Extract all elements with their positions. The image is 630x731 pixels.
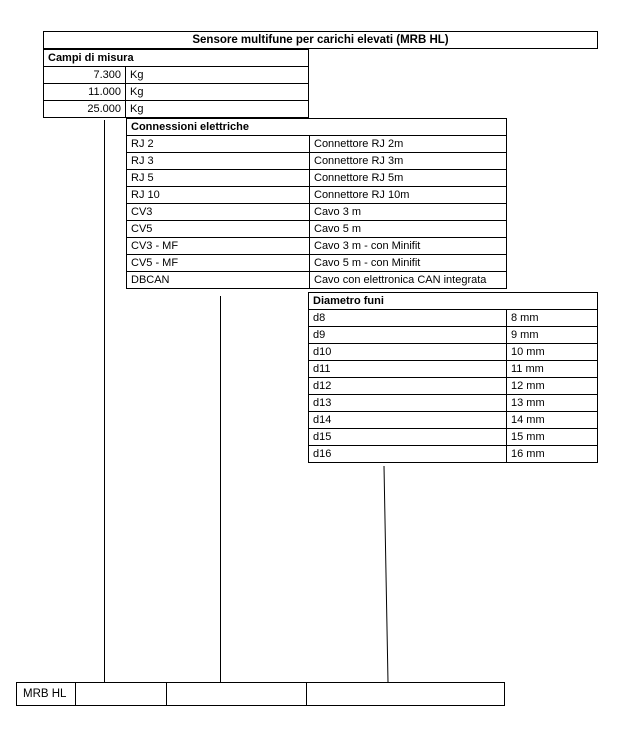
campi-table: [43, 49, 309, 118]
table-row: [309, 429, 598, 446]
diametro-desc: 16 mm: [507, 446, 598, 463]
code-slot-diameter: [307, 683, 505, 706]
table-row: [309, 361, 598, 378]
table-row: [309, 395, 598, 412]
connessioni-desc: Cavo 5 m - con Minifit: [310, 255, 507, 272]
diametro-code: d10: [309, 344, 507, 361]
diametro-desc: 8 mm: [507, 310, 598, 327]
connessioni-code: CV5 - MF: [127, 255, 310, 272]
code-slot-connection: [167, 683, 307, 706]
connessioni-desc: Cavo 3 m - con Minifit: [310, 238, 507, 255]
diametro-desc: 11 mm: [507, 361, 598, 378]
diametro-code: d12: [309, 378, 507, 395]
campi-unit: Kg: [126, 67, 309, 84]
table-row: [127, 221, 507, 238]
diametro-table: [308, 292, 598, 463]
connessioni-table: [126, 118, 507, 289]
connessioni-desc: Connettore RJ 2m: [310, 136, 507, 153]
table-row: [309, 327, 598, 344]
diametro-code: d15: [309, 429, 507, 446]
table-row: [309, 412, 598, 429]
connessioni-desc: Cavo 5 m: [310, 221, 507, 238]
campi-unit: Kg: [126, 84, 309, 101]
connessioni-desc: Connettore RJ 3m: [310, 153, 507, 170]
table-row: [309, 344, 598, 361]
campi-value: 25.000: [44, 101, 126, 118]
table-row: [44, 67, 309, 84]
connessioni-desc: Connettore RJ 10m: [310, 187, 507, 204]
table-row: [309, 310, 598, 327]
table-row: [127, 272, 507, 289]
diametro-desc: 15 mm: [507, 429, 598, 446]
code-slot-range: [76, 683, 167, 706]
table-row: [44, 84, 309, 101]
table-row: [127, 153, 507, 170]
diametro-desc: 12 mm: [507, 378, 598, 395]
connessioni-code: CV5: [127, 221, 310, 238]
table-row: [127, 170, 507, 187]
diametro-desc: 13 mm: [507, 395, 598, 412]
campi-value: 7.300: [44, 67, 126, 84]
diametro-code: d11: [309, 361, 507, 378]
connessioni-code: CV3 - MF: [127, 238, 310, 255]
table-row: [17, 683, 505, 706]
connessioni-header: Connessioni elettriche: [127, 119, 507, 136]
diametro-desc: 10 mm: [507, 344, 598, 361]
diametro-header: Diametro funi: [309, 293, 598, 310]
connessioni-code: CV3: [127, 204, 310, 221]
table-row: [127, 204, 507, 221]
diametro-code: d13: [309, 395, 507, 412]
connessioni-code: RJ 2: [127, 136, 310, 153]
diametro-code: d16: [309, 446, 507, 463]
table-row: [127, 255, 507, 272]
connessioni-code: DBCAN: [127, 272, 310, 289]
diametro-code: d9: [309, 327, 507, 344]
table-row: [127, 136, 507, 153]
table-row: [309, 378, 598, 395]
document-title: Sensore multifune per carichi elevati (MRB HL): [43, 31, 598, 49]
connessioni-code: RJ 3: [127, 153, 310, 170]
connessioni-desc: Cavo con elettronica CAN integrata: [310, 272, 507, 289]
table-row: [127, 238, 507, 255]
connector-line-connessioni: [220, 296, 221, 682]
table-row: [309, 446, 598, 463]
campi-header: Campi di misura: [44, 50, 309, 67]
product-prefix: MRB HL: [17, 683, 76, 706]
product-code-row: [16, 682, 505, 706]
table-row: [44, 101, 309, 118]
connector-line-campi: [104, 120, 105, 682]
diametro-code: d14: [309, 412, 507, 429]
campi-value: 11.000: [44, 84, 126, 101]
connessioni-desc: Cavo 3 m: [310, 204, 507, 221]
connessioni-code: RJ 10: [127, 187, 310, 204]
campi-unit: Kg: [126, 101, 309, 118]
diametro-code: d8: [309, 310, 507, 327]
connector-line-diametro: [380, 466, 392, 684]
table-row: [127, 187, 507, 204]
connessioni-code: RJ 5: [127, 170, 310, 187]
connessioni-desc: Connettore RJ 5m: [310, 170, 507, 187]
diametro-desc: 9 mm: [507, 327, 598, 344]
diametro-desc: 14 mm: [507, 412, 598, 429]
